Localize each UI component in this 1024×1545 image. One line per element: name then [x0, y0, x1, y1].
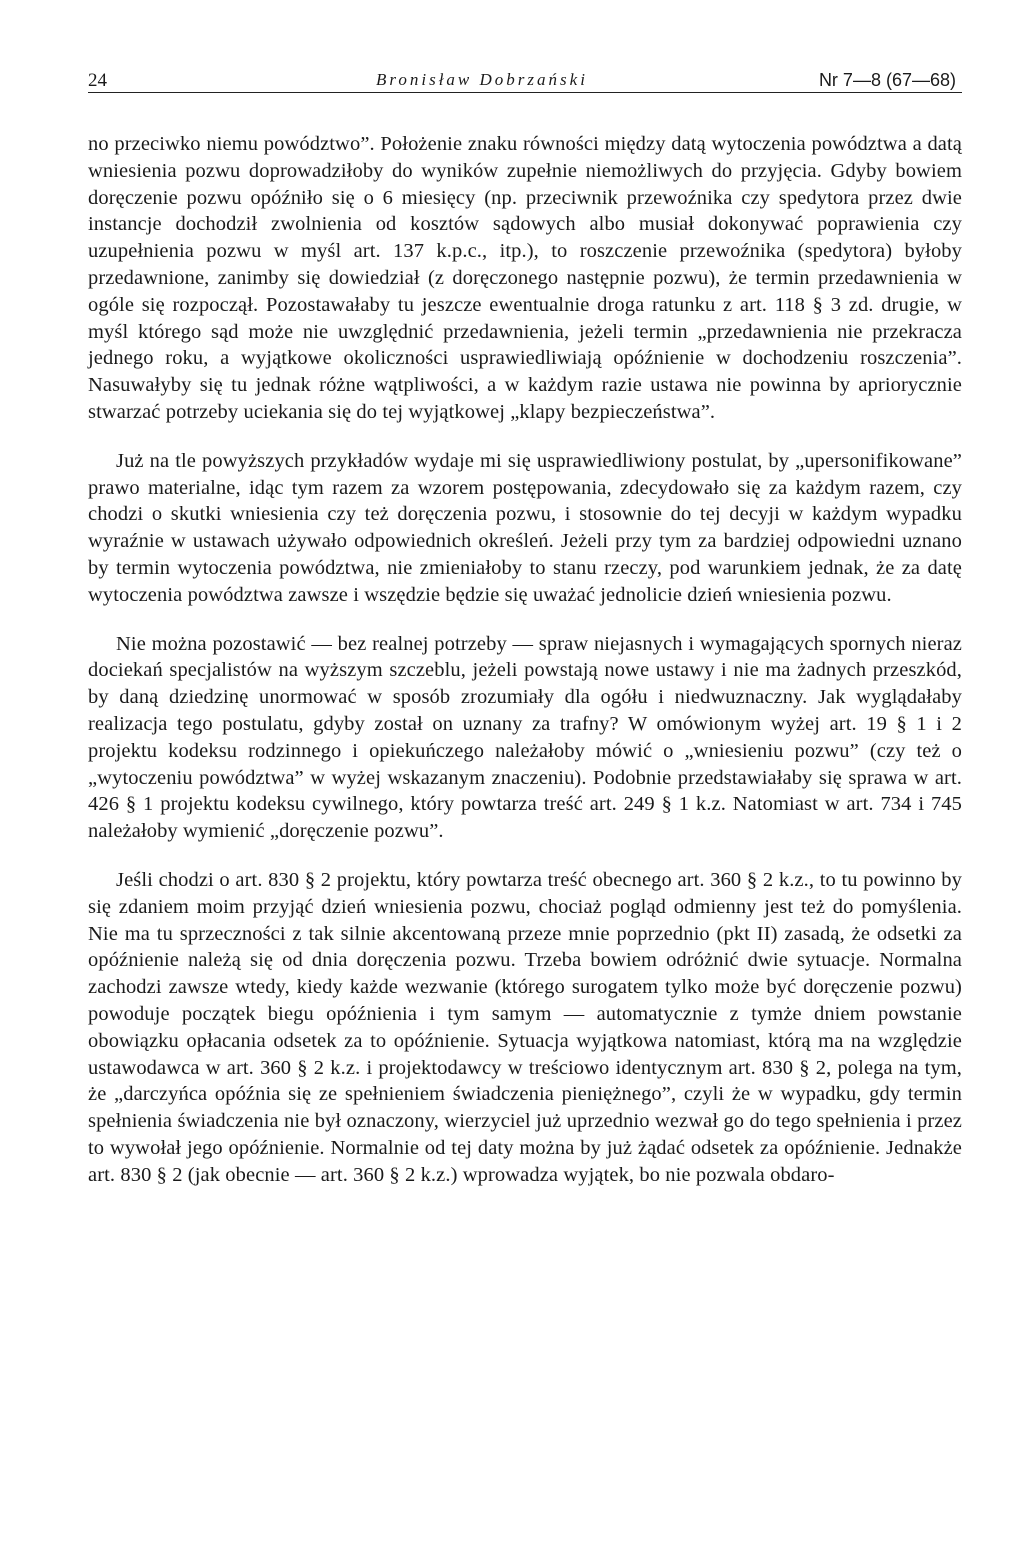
issue-reference: Nr 7—8 (67—68): [818, 70, 956, 90]
document-page: [88, 64, 962, 1188]
page-number: 24: [88, 70, 107, 91]
paragraph: Nie można pozostawić — bez realnej potrzeby — spraw niejasnych i wymagających spornych nieraz dociekań specjalistów na wyższym szczeblu, jeżeli powstają nowe ustawy i nie ma żadnych przeszkód, by daną dziedzinę unormować w sposób zrozumiały dla ogółu i niedwuznaczny. Jak wyglądałaby realizacja tego postulatu, gdyby został on uznany za trafny? W omówionym wyżej art. 19 § 1 i 2 projektu kodeksu rodzinnego i opiekuńczego należałoby mówić o „wniesieniu pozwu” (czy też o „wytoczeniu powództwa” w wyżej wskazanym znaczeniu). Podobnie przedstawiałaby się sprawa w art. 426 § 1 projektu kodeksu cywilnego, który powtarza treść art. 249 § 1 k.z. Natomiast w art. 734 i 745 należałoby wymienić „doręczenie pozwu”.: [88, 632, 962, 843]
paragraph: no przeciwko niemu powództwo”. Położenie znaku równości między datą wytoczenia powództwa a datą wniesienia pozwu doprowadziłoby do wyników zupełnie niemożliwych do przyjęcia. Gdyby bowiem doręczenie pozwu opóźniło się o 6 miesięcy (np. przeciwnik przewoźnika czy spedytora przez dwie instancje dochodził zwolnienia od kosztów sądowych albo musiał dokonywać poprawienia czy uzupełnienia pozwu w myśl art. 137 k.p.c., itp.), to roszczenie przewoźnika (spedytora) byłoby przedawnione, zanimby się dowiedział (z doręczonego następnie pozwu), że termin przedawnienia w ogóle się rozpoczął. Pozostawałaby tu jeszcze ewentualnie droga ratunku z art. 118 § 3 zd. drugie, w myśl którego sąd może nie uwzględnić przedawnienia, jeżeli termin „przedawnienia nie przekracza jednego roku, a wyjątkowe okoliczności usprawiedliwiają opóźnienie w dochodzeniu roszczenia”. Nasuwałyby się tu jednak różne wątpliwości, a w każdym razie ustawa nie powinna by apriorycznie stwarzać potrzeby uciekania się do tej wyjątkowej „klapy bezpieczeństwa”.: [88, 133, 962, 423]
running-header: [88, 64, 962, 93]
paragraph: Jeśli chodzi o art. 830 § 2 projektu, który powtarza treść obecnego art. 360 § 2 k.z., to tu powinno by się zdaniem moim przyjąć dzień wniesienia pozwu, chociaż pogląd odmienny jest też do pomyślenia. Nie ma tu sprzeczności z tak silnie akcentowaną przeze mnie poprzednio (pkt II) zasadą, że odsetki za opóźnienie należą się od dnia doręczenia pozwu. Trzeba bowiem odróżnić dwie sytuacje. Normalna zachodzi zawsze wtedy, kiedy każde wezwanie (którego surogatem tylko może być doręczenie pozwu) powoduje początek biegu opóźnienia i tym samym — automatycznie z tymże dniem powstanie obowiązku opłacania odsetek za to opóźnienie. Sytuacja wyjątkowa natomiast, którą ma na względzie ustawodawca w art. 360 § 2 k.z. i projektodawcy w treściowo identycznym art. 830 § 2, polega na tym, że „darczyńca opóźnia się ze spełnieniem świadczenia pieniężnego”, czyli że w wypadku, gdy termin spełnienia świadczenia nie był oznaczony, wierzyciel już uprzednio wezwał go do tego spełnienia i przez to wywołał jego opóźnienie. Normalnie od tej daty można by już żądać odsetek za opóźnienie. Jednakże art. 830 § 2 (jak obecnie — art. 360 § 2 k.z.) wprowadza wyjątek, bo nie pozwala obdaro-: [88, 868, 962, 1186]
body-text: [88, 131, 962, 1188]
running-author: Bronisław Dobrzański: [376, 70, 588, 89]
paragraph: Już na tle powyższych przykładów wydaje mi się usprawiedliwiony postulat, by „upersonifikowane” prawo materialne, idąc tym razem za wzorem postępowania, zdecydowało się za każdym razem, czy chodzi o skutki wniesienia czy też doręczenia pozwu, i stosownie do tej decyji w każdym wypadku wyraźnie w ustawach używało odpowiednich określeń. Jeżeli przy tym za bardziej odpowiedni uznano by termin wytoczenia powództwa, nie zmieniałoby to stanu rzeczy, pod warunkiem jednak, że za datę wytoczenia powództwa zawsze i wszędzie będzie się uważać jednolicie dzień wniesienia pozwu.: [88, 449, 962, 606]
